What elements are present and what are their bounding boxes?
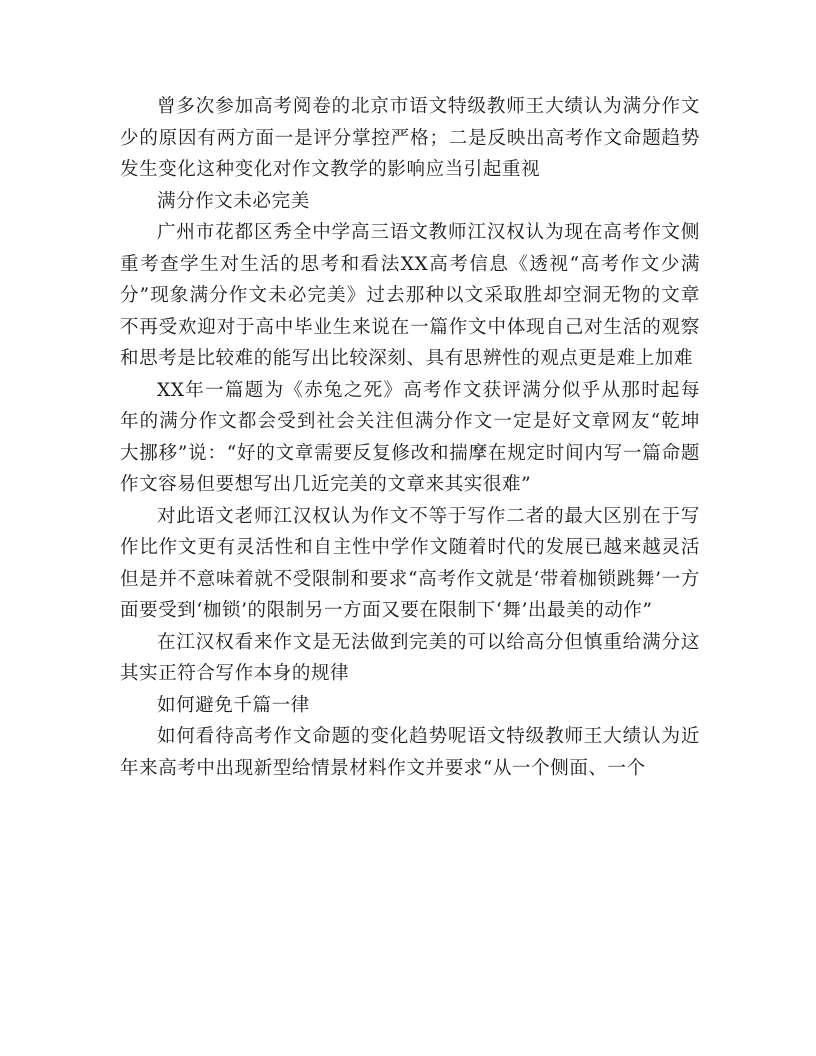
paragraph: 曾多次参加高考阅卷的北京市语文特级教师王大绩认为满分作文少的原因有两方面一是评分掌控严格；二是反映出高考作文命题趋势发生变化这种变化对作文教学的影响应当引起重视: [120, 96, 700, 180]
paragraph: 如何看待高考作文命题的变化趋势呢语文特级教师王大绩认为近年来高考中出现新型给情景材料作文并要求“从一个侧面、一个: [120, 726, 700, 779]
paragraph: XX年一篇题为《赤兔之死》高考作文获评满分似乎从那时起每年的满分作文都会受到社会关注但满分作文一定是好文章网友“乾坤大挪移”说：“好的文章需要反复修改和揣摩在规定时间内写一篇命题作文容易但要想写出几近完美的文章来其实很难”: [120, 379, 700, 495]
paragraph: 对此语文老师江汉权认为作文不等于写作二者的最大区别在于写作比作文更有灵活性和自主性中学作文随着时代的发展已越来越灵活但是并不意味着就不受限制和要求“高考作文就是‘带着枷锁跳舞’一方面要受到‘枷锁’的限制另一方面又要在限制下‘舞’出最美的动作”: [120, 505, 700, 621]
section-heading: 如何避免千篇一律: [157, 694, 310, 716]
paragraph: 广州市花都区秀全中学高三语文教师江汉权认为现在高考作文侧重考查学生对生活的思考和看法XX高考信息《透视“高考作文少满分”现象满分作文未必完美》过去那种以文采取胜却空洞无物的文章不再受欢迎对于高中毕业生来说在一篇作文中体现自己对生活的观察和思考是比较难的能写出比较深刻、具有思辨性的观点更是难上加难: [120, 222, 700, 369]
document-body: [120, 91, 700, 784]
paragraph: 在江汉权看来作文是无法做到完美的可以给高分但慎重给满分这其实正符合写作本身的规律: [120, 631, 700, 684]
section-heading: 满分作文未必完美: [157, 190, 310, 212]
